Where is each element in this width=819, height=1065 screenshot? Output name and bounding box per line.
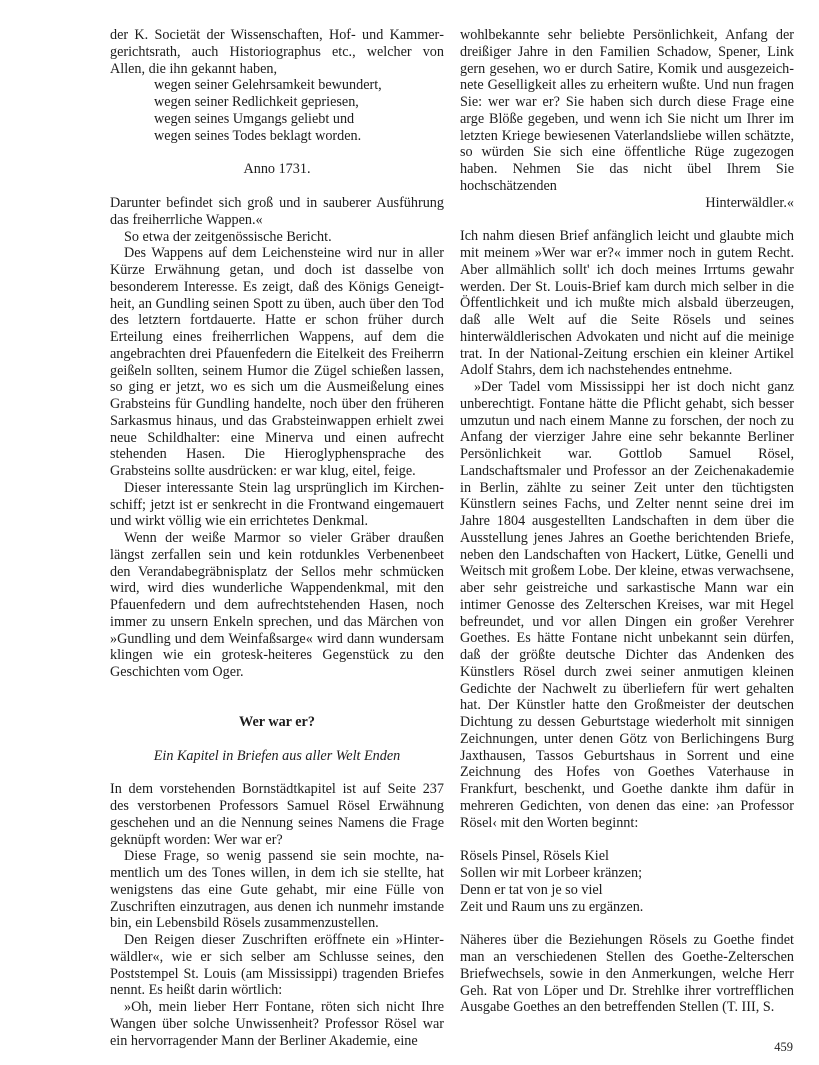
paragraph: So etwa der zeitgenössische Bericht. [124, 228, 332, 245]
verse-line: wegen seiner Redlichkeit gepriesen, [154, 94, 359, 110]
left-column [110, 27, 444, 1049]
verse-line: wegen seiner Gelehrsamkeit bewundert, [154, 77, 382, 94]
paragraph: der K. Societät der Wissenschaften, Hof- und Kammergerichtsrath, auch Historiographus etc., welcher von Allen, die ihn gekannt haben, [110, 27, 444, 77]
paragraph: Ich nahm diesen Brief anfänglich leicht und glaubte mich mit meinem »Wer war er?« immer noch in gutem Recht. Aber allmählich sollt' ich doch meines Irrtums gewahr werden. Der St. Louis-Brief kam durch mich selber in die Öffentlichkeit und ich mußte mich alsbald überzeugen, daß alle Welt auf die Seite Rösels und seines hinterwäldlerischen Advokaten und nicht auf die meinige trat. In der National-Zeitung erschien ein kleiner Artikel Adolf Stahrs, dem ich nachstehendes entnehme. [460, 228, 794, 379]
poem-line: Denn er tat von je so viel [460, 881, 603, 898]
paragraph: »Oh, mein lieber Herr Fontane, röten sich nicht Ihre Wangen über solche Unwissenheit? Professor Rösel war ein hervorragender Mann der Berliner Akademie, eine [110, 999, 444, 1049]
right-column [460, 27, 794, 1016]
verse-line: wegen seines Todes beklagt worden. [154, 127, 362, 144]
verse-line: wegen seines Umgangs geliebt und [154, 110, 355, 127]
goethe-poem [460, 848, 794, 915]
paragraph: »Der Tadel vom Mississippi her ist doch nicht ganz unberechtigt. Fontane hätte die Pflicht gehabt, sich besser umzutun und nach einem Manne zu forschen, der noch zu Anfang der vierziger Jahre eine sehr bekannte Berliner Persönlichkeit war. Gottlob Samuel Rösel, Landschaftsmaler und Professor an der Zeichenakademie in Berlin, zählte zu seiner Zeit unter den tüchtigsten Künstlern seines Fachs, und Zelter nennt seine drei im Jahre 1804 ausgestellten Landschaften in dem über die Ausstellung jenes Jahres an Goethe berichtenden Briefe, neben den Landschaften von Hackert, Lütke, Genelli und Weitsch mit großem Lobe. Der kleine, etwas verwachsene, aber sehr geistreiche und sarkastische Mann war ein intimer Genosse des Zelterschen Kreises, war mit Hegel befreundet, und vor allen Dingen ein großer Verehrer Goethes. Es hätte Fontane nicht unbekannt sein dürfen, daß der größte deutsche Dichter das Andenken des Künstlers Rösel durch zwei seiner anmutigen kleinen Gedichte der Nachwelt zu überliefern für wert gehalten hat. Der Künstler hatte den Großmeister der deutschen Dichtung zu dessen Geburtstage wiederholt mit sinnigen Zeichnungen, unter denen Götz von Berlichingens Burg Jaxthausen, Tassos Geburtshaus in Sorrent und eine Zeichnung des Hofes von Goethes Vaterhause in Frankfurt, beschenkt, und Goethe dankte ihm dafür in mehreren Gedichten, von denen das eine: ›an Professor Rösel‹ mit den Worten beginnt: [460, 379, 794, 831]
poem-line: Zeit und Raum uns zu ergänzen. [460, 898, 644, 915]
paragraph: Diese Frage, so wenig passend sie sein mochte, namentlich um des Tones willen, in dem ich sie stellte, hat wenigstens das eine Gute gehabt, mir eine Fülle von Zuschriften einzutragen, aus denen ich nunmehr imstande bin, ein Lebensbild Rösels zusammenzustellen. [110, 848, 444, 932]
paragraph: Den Reigen dieser Zuschriften eröffnete ein »Hinterwäldler«, wie er sich selber am Schlusse seines, den Poststempel St. Louis (am Mississippi) tragenden Briefes nennt. Es heißt darin wörtlich: [110, 932, 444, 999]
poem-line: Rösels Pinsel, Rösels Kiel [460, 848, 609, 865]
anno-line: Anno 1731. [243, 161, 311, 178]
paragraph: In dem vorstehenden Bornstädtkapitel ist auf Seite 237 des verstorbenen Professors Samuel Rösel Erwähnung geschehen und an die Nennung seines Namens die Frage geknüpft worden: Wer war er? [110, 781, 444, 848]
paragraph: Darunter befindet sich groß und in sauberer Ausführung das freiherrliche Wappen.« [110, 195, 444, 228]
page-number: 459 [774, 1040, 793, 1054]
poem-line: Sollen wir mit Lorbeer kränzen; [460, 865, 643, 881]
chapter-heading: Wer war er? [239, 713, 315, 730]
paragraph: Dieser interessante Stein lag ursprünglich im Kirchenschiff; jetzt ist er senkrecht in die Frontwand eingemauert und wirkt völlig wie ein errichtetes Denkmal. [110, 479, 444, 530]
paragraph: Des Wappens auf dem Leichensteine wird nur in aller Kürze Erwähnung getan, und doch ist dasselbe von besonderem Interesse. Es zeigt, daß des Königs Geneigtheit, an Gundling seinen Spott zu üben, auch über den Tod des letztern fortdauerte. Hatte er schon früher durch Erteilung eines freiherrlichen Wappens, auf dem die angebrachten drei Pfauenfedern die Eitelkeit des Freiherrn geißeln sollten, seinem Humor die Zügel schießen lassen, so ging er jetzt, wo es sich um die Ausmeißelung eines Grabsteins für Gundling handelte, noch über den früheren Sarkasmus hinaus, und das Grabsteinwappen erhielt zwei neue Schildhalter: eine Minerva und einen aufrecht stehenden Hasen. Die Hieroglyphensprache des Grabsteins sollte ausdrücken: er war klug, eitel, feige. [110, 245, 444, 479]
paragraph: Näheres über die Beziehungen Rösels zu Goethe findet man an verschiedenen Stellen des Goethe-Zelterschen Briefwechsels, sowie in den Anmerkungen, welche Herr Geh. Rat von Löper und Dr. Strehlke ihrer vortrefflichen Ausgabe Goethes an den betreffenden Stellen (T. III, S. [460, 932, 794, 1016]
paragraph: wohlbekannte sehr beliebte Persönlichkeit, Anfang der dreißiger Jahre in den Familien Schadow, Spener, Link gern gesehen, wo er durch Satire, Komik und ausgezeichnete Geselligkeit alles zu erheitern wußte. Und nun fragen Sie: wer war er? Sie haben sich durch diese Frage eine arge Blöße gegeben, und wenn ich Sie nicht um Ihrer im letzten Kriege bewiesenen Vaterlandsliebe willen schätzte, so würden Sie sich eine öffentliche Rüge zugezogen haben. Nehmen Sie das nicht übel Ihrem Sie hochschätzenden [460, 27, 794, 194]
chapter-subheading: Ein Kapitel in Briefen aus aller Welt Enden [153, 747, 401, 764]
epitaph-verse [110, 77, 444, 144]
letter-signature: Hinterwäldler.« [705, 194, 794, 211]
paragraph: Wenn der weiße Marmor so vieler Gräber draußen längst zerfallen sein und kein rotdunkles Verbenenbeet den Verandabegräbnisplatz der Sellos mehr schmücken wird, wird dies wunderliche Wappendenkmal, mit den Pfauenfedern und dem aufrechtstehenden Hasen, noch immer zu unsern Enkeln sprechen, und das Märchen von »Gundling und dem Weinfaßsarge« wird dann wundersam klingen wie ein grotesk-heiteres Gegenstück zu den Geschichten vom Oger. [110, 530, 444, 680]
